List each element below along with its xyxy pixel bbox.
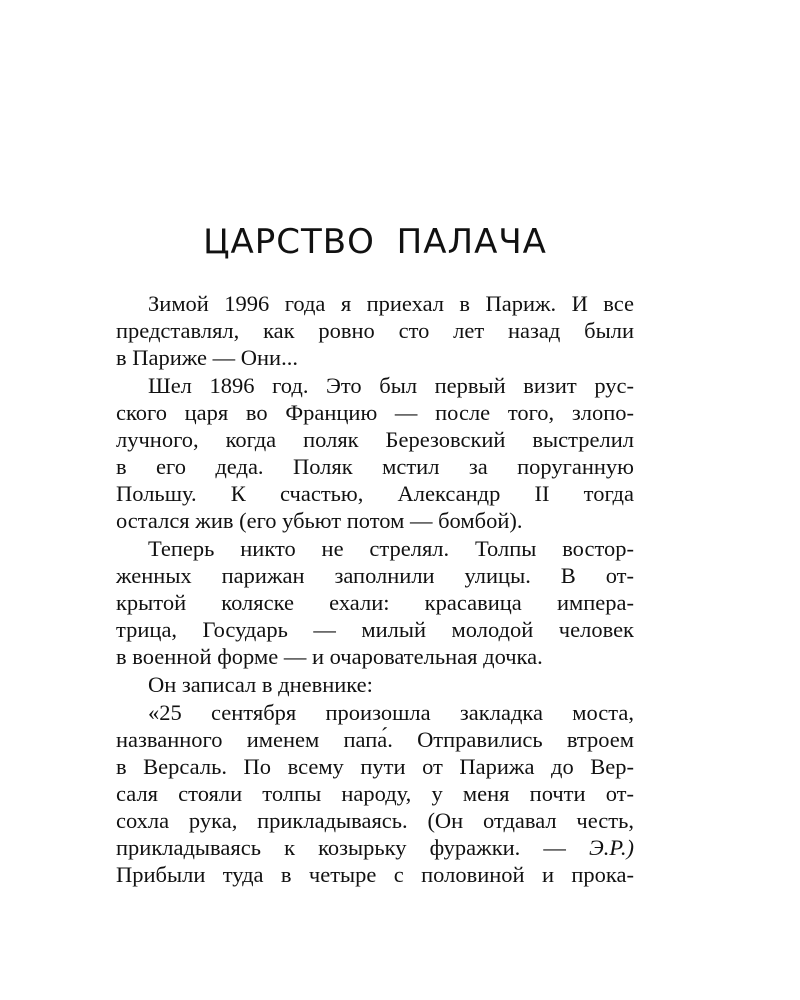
- text-line: «25 сентября произошла закладка моста,: [148, 700, 634, 725]
- author-initials: Э.Р.): [589, 835, 635, 860]
- text-line: Прибыли туда в четыре с половиной и прока-: [116, 862, 634, 887]
- text-line: остался жив (его убьют потом — бомбой).: [116, 508, 523, 533]
- paragraph: [116, 699, 634, 888]
- text-line: Теперь никто не стрелял. Толпы востор-: [148, 536, 634, 561]
- text-line: трица, Государь — милый молодой человек: [116, 617, 634, 642]
- chapter-body: [116, 290, 634, 888]
- text-line: в его деда. Поляк мстил за поруганную: [116, 454, 634, 479]
- text-line-fragment: прикладываясь к козырьку фуражки. —: [116, 835, 566, 860]
- text-line: крытой коляске ехали: красавица импера-: [116, 590, 634, 615]
- text-line: Зимой 1996 года я приехал в Париж. И все: [148, 291, 634, 316]
- paragraph: [116, 535, 634, 670]
- text-line: лучного, когда поляк Березовский выстрелил: [116, 427, 634, 452]
- text-line: в Париже — Они...: [116, 345, 298, 370]
- paragraph: [116, 671, 634, 698]
- text-line: ского царя во Францию — после того, злопо-: [116, 400, 634, 425]
- text-line: саля стояли толпы народу, у меня почти от-: [116, 781, 634, 806]
- text-line: сохла рука, прикладываясь. (Он отдавал честь,: [116, 808, 634, 833]
- text-line: названного именем папа́. Отправились втроем: [116, 727, 634, 752]
- text-line: представлял, как ровно сто лет назад были: [116, 318, 634, 343]
- text-line: в Версаль. По всему пути от Парижа до Вер-: [116, 754, 634, 779]
- text-line: Шел 1896 год. Это был первый визит рус-: [148, 373, 634, 398]
- text-line: Польшу. К счастью, Александр II тогда: [116, 481, 634, 506]
- text-line: женных парижан заполнили улицы. В от-: [116, 563, 634, 588]
- paragraph: [116, 290, 634, 371]
- chapter-title: ЦАРСТВО ПАЛАЧА: [203, 222, 547, 262]
- text-line-with-initials: [116, 834, 634, 861]
- paragraph: [116, 372, 634, 534]
- text-line: в военной форме — и очаровательная дочка.: [116, 644, 543, 669]
- text-line: Он записал в дневнике:: [148, 672, 373, 697]
